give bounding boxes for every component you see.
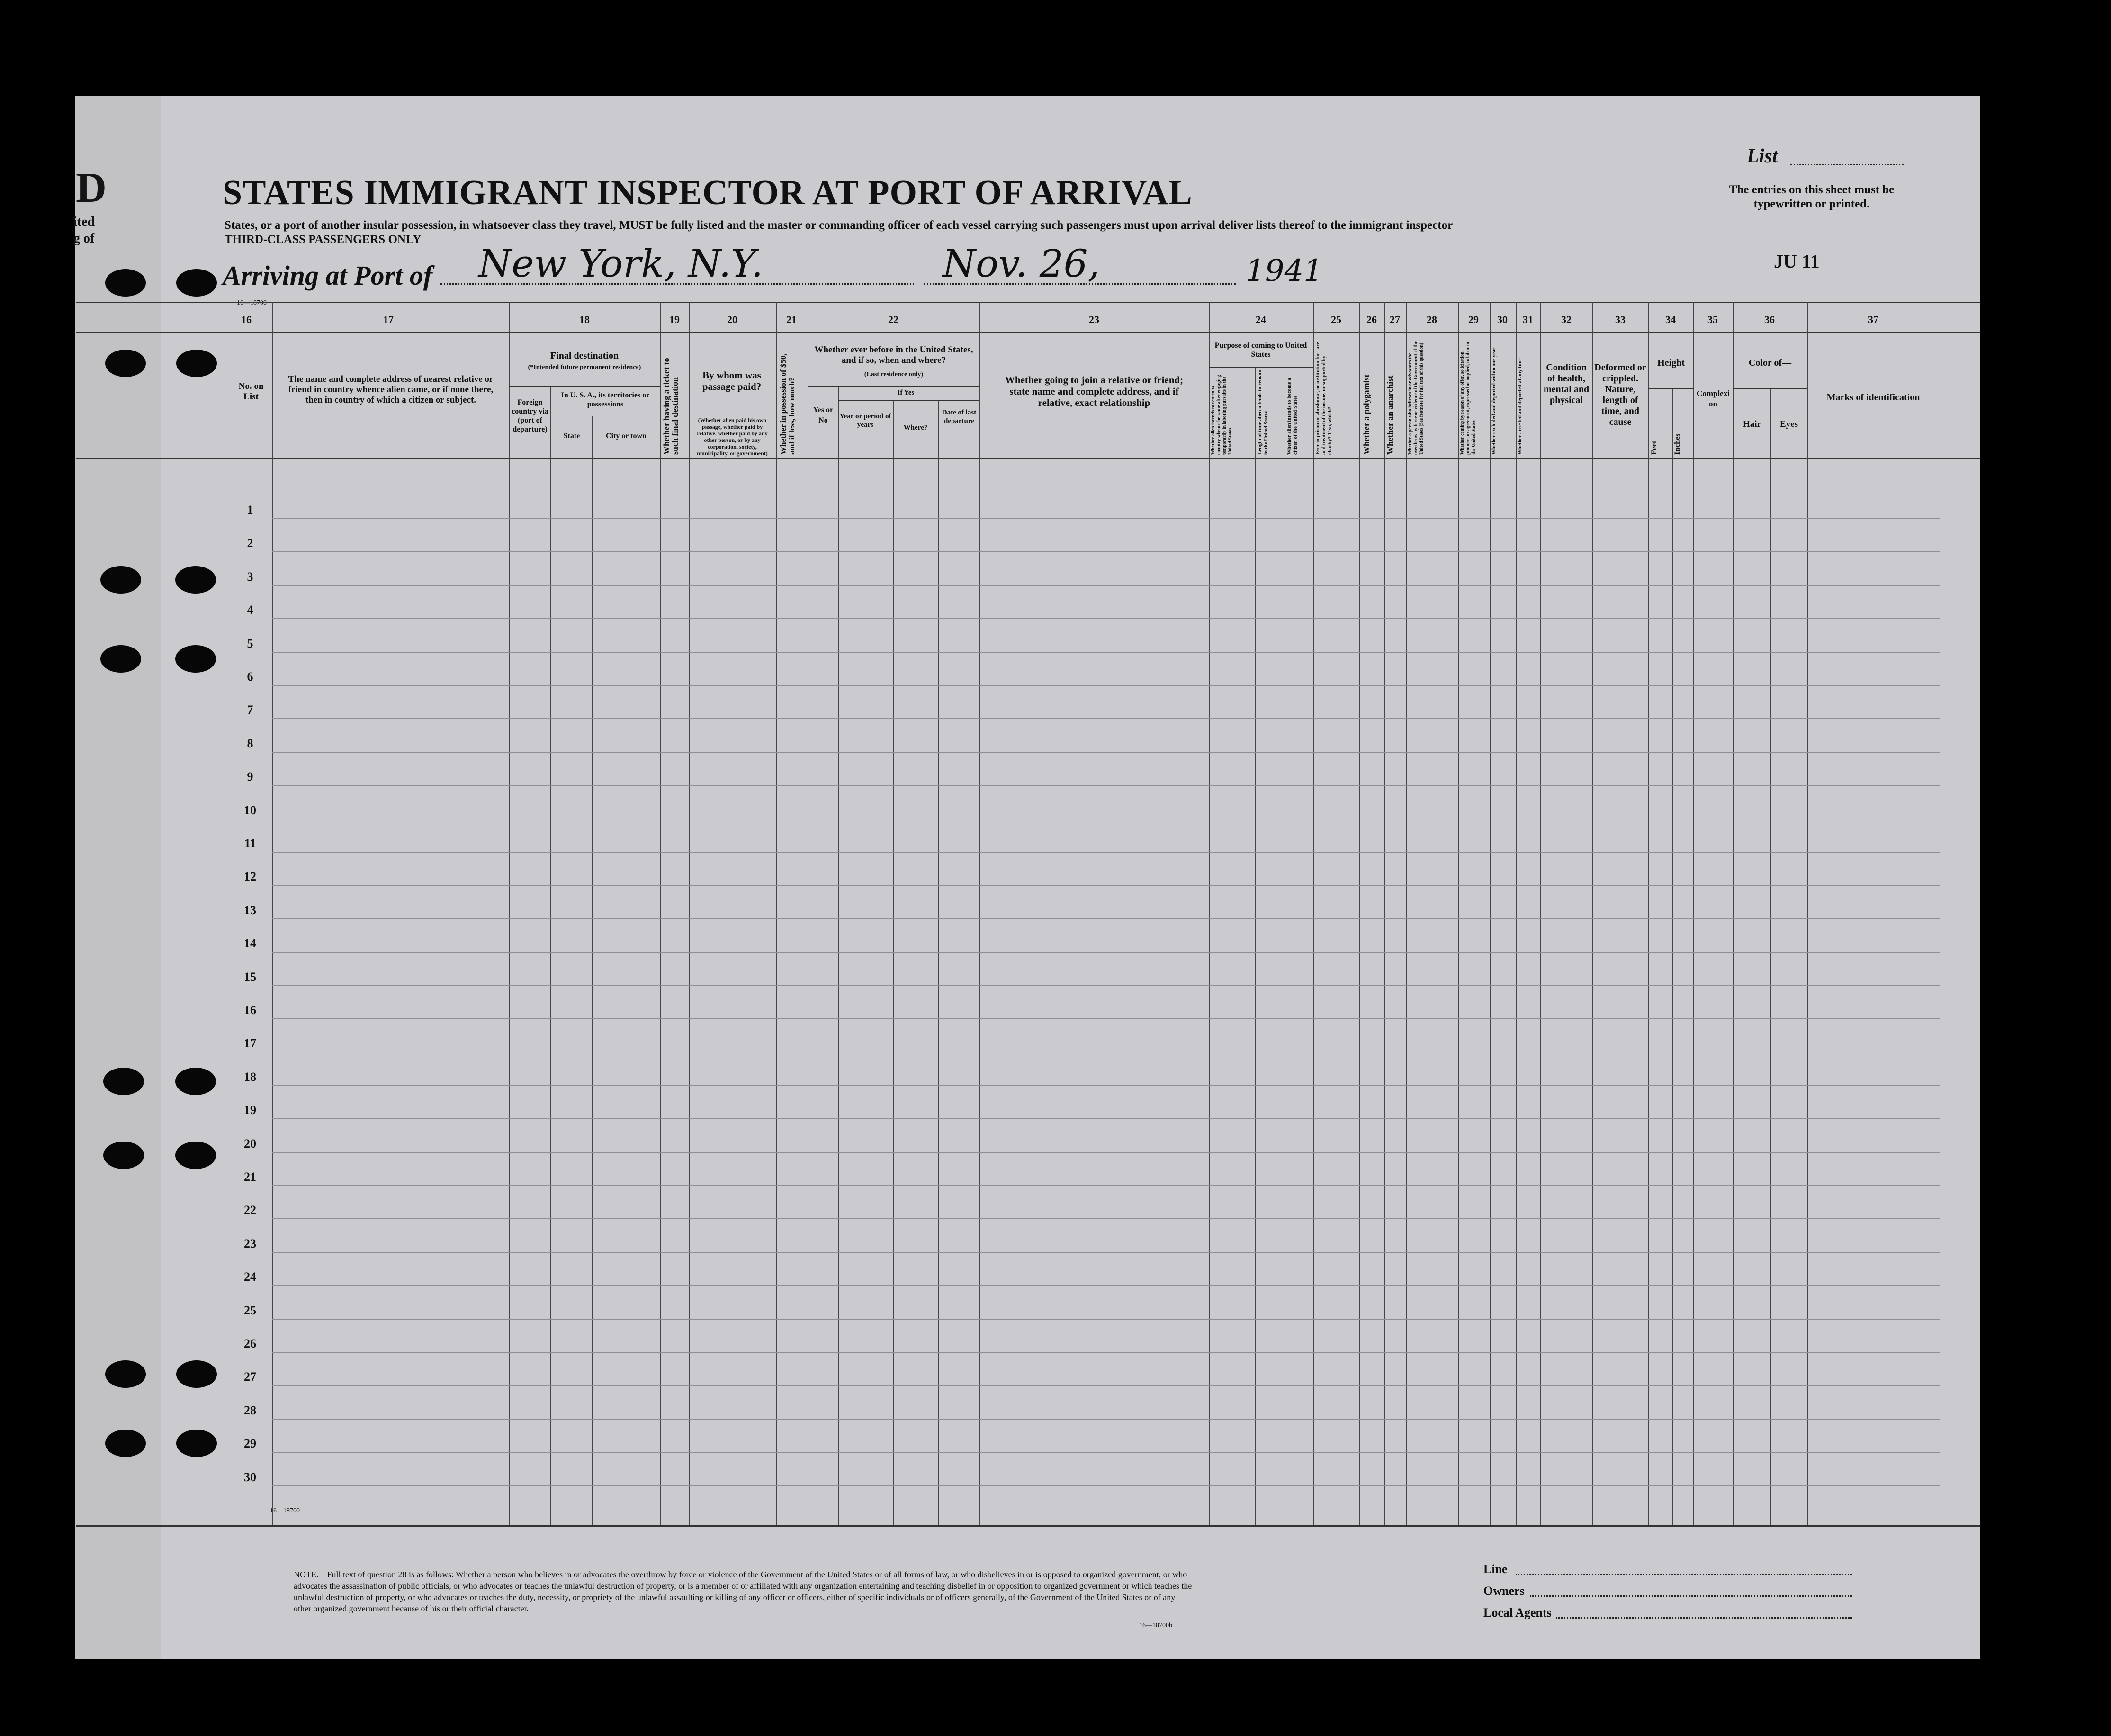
header-purpose-length: Length of time alien intends to remain in the United States bbox=[1257, 369, 1269, 455]
binder-hole bbox=[103, 1068, 144, 1095]
row-rule bbox=[272, 952, 1940, 953]
col-number: 36 bbox=[1764, 314, 1775, 325]
row-rule bbox=[272, 1352, 1940, 1353]
row-number: 1 bbox=[247, 503, 253, 517]
col-line bbox=[1359, 302, 1360, 1525]
col-line bbox=[689, 302, 690, 1525]
row-number: 14 bbox=[244, 936, 256, 951]
row-rule bbox=[272, 785, 1940, 786]
col-line bbox=[893, 400, 894, 1525]
row-number: 20 bbox=[244, 1136, 256, 1151]
binder-hole bbox=[100, 645, 141, 673]
binder-hole bbox=[176, 1360, 217, 1388]
col-line bbox=[1384, 302, 1385, 1525]
question-28-footnote: NOTE.—Full text of question 28 is as follows: Whether a person who believes in or advocates the overthrow by force or violence of the Government of the United States or of all forms of law, or who disbelieves in or is opposed to organized government, or who advocates the assassination of public officials, or who advocates or teaches the unlawful destruction of property, or is a member of or affiliated with any organization entertaining and teaching disbelief in or opposition to organized government or which teaches the unlawful destruction of property, or who advocates or teaches the duty, necessity, or propriety of the unlawful assaulting or killing of any officer or officers, either of specific individuals or of officers generally, of the Government of the United States or of any other organized government because of his or their official character. bbox=[294, 1570, 1192, 1613]
binder-hole bbox=[175, 645, 216, 673]
col-number: 24 bbox=[1256, 314, 1266, 325]
row-rule bbox=[272, 1018, 1940, 1019]
header-city: City or town bbox=[606, 432, 647, 440]
row-number: 19 bbox=[244, 1103, 256, 1117]
header-overthrow: Whether a person who believes in or advocates the overthrow by force or violence of the Government of the United States (See footnote for full text of this question) bbox=[1408, 341, 1424, 455]
header-health: Condition of health, mental and physical bbox=[1543, 362, 1590, 405]
col-number: 17 bbox=[383, 314, 394, 325]
header-complexion: Complexion bbox=[1697, 389, 1730, 408]
row-rule bbox=[272, 1319, 1940, 1320]
arriving-label: Arriving at Port of bbox=[223, 260, 433, 291]
row-rule bbox=[272, 652, 1940, 653]
col-number: 16 bbox=[241, 314, 252, 325]
header-purpose-return: Whether alien intends to return to country whence he came after engaging temporarily in laboring pursuits in the United States bbox=[1211, 375, 1233, 455]
header-passage-paid: By whom was passage paid? bbox=[702, 369, 762, 392]
header-arrested: Whether arrested and deported at any time bbox=[1517, 358, 1523, 455]
binder-hole bbox=[103, 1142, 144, 1169]
col-number: 35 bbox=[1707, 314, 1718, 325]
col-number: 29 bbox=[1468, 314, 1479, 325]
binder-hole bbox=[175, 1142, 216, 1169]
header-purpose: Purpose of coming to United States bbox=[1214, 342, 1307, 359]
typewritten-notice: The entries on this sheet must be typewritten or printed. bbox=[1729, 183, 1895, 210]
header-eyes: Eyes bbox=[1780, 419, 1798, 429]
binder-hole bbox=[105, 269, 146, 297]
row-rule bbox=[272, 1485, 1940, 1486]
row-rule bbox=[272, 518, 1940, 519]
binder-hole bbox=[176, 350, 217, 377]
col-line bbox=[550, 386, 551, 1525]
header-marks: Marks of identification bbox=[1826, 392, 1920, 403]
sub-rule-34 bbox=[1648, 388, 1693, 389]
row-rule bbox=[272, 1252, 1940, 1253]
class-line: THIRD-CLASS PASSENGERS ONLY bbox=[225, 233, 422, 246]
row-number: 9 bbox=[247, 770, 253, 784]
row-rule bbox=[272, 918, 1940, 919]
col-number: 22 bbox=[888, 314, 898, 325]
table-top-rule bbox=[76, 302, 1980, 303]
row-number: 4 bbox=[247, 603, 253, 617]
col-line bbox=[272, 302, 273, 1525]
header-color-of: Color of— bbox=[1748, 358, 1792, 368]
col-line bbox=[1458, 302, 1459, 1525]
col-line bbox=[1540, 302, 1541, 1525]
col-number: 27 bbox=[1390, 314, 1400, 325]
binder-hole bbox=[175, 566, 216, 594]
col-number: 34 bbox=[1665, 314, 1676, 325]
col-number: 33 bbox=[1615, 314, 1626, 325]
binder-hole bbox=[105, 350, 146, 377]
row-number: 7 bbox=[247, 703, 253, 717]
header-yes-no: Yes or No bbox=[813, 406, 834, 424]
row-rule bbox=[272, 985, 1940, 986]
col-line bbox=[1490, 302, 1491, 1525]
edge-text-2: g of bbox=[73, 231, 95, 246]
local-agents-rule bbox=[1556, 1617, 1852, 1619]
binder-hole bbox=[105, 1360, 146, 1388]
row-number: 12 bbox=[244, 870, 256, 884]
col-number: 32 bbox=[1561, 314, 1572, 325]
date-handwriting: Nov. 26, bbox=[943, 242, 1100, 286]
port-handwriting: New York, N.Y. bbox=[478, 242, 764, 286]
col-line bbox=[1672, 388, 1673, 1525]
row-number: 24 bbox=[244, 1270, 256, 1284]
header-anarchist: Whether an anarchist bbox=[1385, 375, 1395, 455]
row-number: 11 bbox=[244, 837, 256, 850]
col-number: 28 bbox=[1427, 314, 1437, 325]
col-number: 37 bbox=[1868, 314, 1878, 325]
header-purpose-citizen: Whether alien intends to become a citizen of the United States bbox=[1286, 378, 1298, 455]
col-number: 25 bbox=[1331, 314, 1341, 325]
header-foreign-country: Foreign country via (port of departure) bbox=[512, 398, 548, 433]
row-number: 28 bbox=[244, 1403, 256, 1417]
col-number: 31 bbox=[1523, 314, 1533, 325]
row-rule bbox=[272, 718, 1940, 719]
row-number: 21 bbox=[244, 1170, 256, 1184]
row-number: 3 bbox=[247, 569, 253, 584]
binder-hole bbox=[176, 1430, 217, 1457]
col-line bbox=[776, 302, 777, 1525]
header-ever-in-us: Whether ever before in the United States, and if so, when and where? bbox=[814, 345, 973, 365]
row-number: 16 bbox=[244, 1003, 256, 1017]
col-line bbox=[1770, 388, 1771, 1525]
line-rule bbox=[1516, 1574, 1852, 1575]
header-labor-offer: Whether coming by reason of any offer, solicitation, promise, or agreement, expressed or implied, to labor in the United States bbox=[1460, 342, 1476, 455]
row-number: 17 bbox=[244, 1036, 256, 1051]
row-rule bbox=[272, 1185, 1940, 1186]
col-line bbox=[509, 302, 510, 1525]
row-number: 15 bbox=[244, 970, 256, 984]
row-number: 6 bbox=[247, 670, 253, 684]
row-rule bbox=[272, 752, 1940, 753]
header-if-yes: If Yes— bbox=[897, 389, 922, 396]
col-line bbox=[1693, 302, 1694, 1525]
col-number: 26 bbox=[1366, 314, 1377, 325]
col-number: 19 bbox=[669, 314, 680, 325]
col-line bbox=[1648, 302, 1649, 1525]
row-number: 18 bbox=[244, 1070, 256, 1084]
header-passage-paid-note: (Whether alien paid his own passage, whether paid by relative, whether paid by any other person, or by any corporation, society, municipality, or government) bbox=[697, 417, 768, 457]
edge-letter: D bbox=[76, 164, 107, 211]
row-number: 8 bbox=[247, 736, 253, 750]
form-number-bottom: 16—18700 bbox=[270, 1507, 300, 1514]
col-number: 18 bbox=[579, 314, 590, 325]
row-number: 13 bbox=[244, 903, 256, 917]
header-deformed: Deformed or crippled. Nature, length of time, and cause bbox=[1594, 362, 1646, 427]
header-join-relative: Whether going to join a relative or friend; state name and complete address, and if relative, exact relationship bbox=[1005, 374, 1184, 408]
col-line bbox=[979, 302, 980, 1525]
header-final-destination: Final destination bbox=[550, 351, 619, 361]
row-rule bbox=[272, 1452, 1940, 1453]
row-rule bbox=[272, 1218, 1940, 1219]
manifest-sheet bbox=[161, 96, 1980, 1659]
row-number: 10 bbox=[244, 803, 256, 817]
year-handwriting: 1941 bbox=[1246, 253, 1323, 288]
row-rule bbox=[272, 585, 1940, 586]
page-title: STATES IMMIGRANT INSPECTOR AT PORT OF ARRIVAL bbox=[223, 173, 1193, 212]
binder-hole bbox=[105, 1430, 146, 1457]
col-number: 20 bbox=[727, 314, 737, 325]
row-rule bbox=[272, 852, 1940, 853]
list-label: List bbox=[1747, 145, 1778, 167]
header-hair: Hair bbox=[1743, 419, 1761, 429]
row-rule bbox=[272, 1085, 1940, 1086]
col-number: 21 bbox=[786, 314, 797, 325]
line-label: Line bbox=[1483, 1562, 1508, 1576]
sub-rule-24 bbox=[1209, 367, 1313, 368]
header-inches: Inches bbox=[1673, 433, 1681, 455]
row-rule bbox=[272, 1385, 1940, 1386]
col-number: 23 bbox=[1089, 314, 1099, 325]
header-height: Height bbox=[1657, 358, 1685, 368]
col-line bbox=[1406, 302, 1407, 1525]
header-where: Where? bbox=[903, 424, 928, 432]
col-line bbox=[838, 386, 839, 1525]
col-line bbox=[1592, 302, 1593, 1525]
sub-rule-22b bbox=[838, 400, 979, 401]
col-line bbox=[1209, 302, 1210, 1525]
row-rule bbox=[272, 1152, 1940, 1153]
owners-rule bbox=[1530, 1595, 1852, 1597]
col-line bbox=[938, 400, 939, 1525]
local-agents-label: Local Agents bbox=[1483, 1606, 1552, 1619]
row-number: 2 bbox=[247, 536, 253, 550]
header-excluded: Whether excluded and deported within one year bbox=[1491, 347, 1497, 455]
col-line bbox=[1733, 302, 1734, 1525]
row-number: 29 bbox=[244, 1437, 256, 1451]
row-number: 22 bbox=[244, 1203, 256, 1217]
row-rule bbox=[272, 685, 1940, 686]
header-bottom-rule bbox=[76, 458, 1980, 459]
header-in-usa: In U. S. A., its territories or possessions bbox=[561, 391, 650, 408]
form-number-top bbox=[237, 299, 267, 307]
row-number: 27 bbox=[244, 1370, 256, 1384]
header-prison: Ever in prison or almshouse, or institution for care and treatment of the insane, or supported by charity? If so, which? bbox=[1315, 342, 1333, 455]
column-number-rule bbox=[76, 332, 1980, 333]
sub-rule-22 bbox=[808, 386, 979, 387]
row-rule bbox=[272, 1285, 1940, 1286]
col-line bbox=[660, 302, 661, 1525]
sub-rule-18 bbox=[509, 386, 660, 387]
header-nearest-relative: The name and complete address of nearest relative or friend in country whence alien came, or if none there, then in country of which a citizen or subject. bbox=[288, 374, 494, 405]
binder-hole bbox=[176, 269, 217, 297]
header-final-destination-note: (*Intended future permanent residence) bbox=[528, 364, 641, 371]
header-period: Year or period of years bbox=[839, 413, 891, 429]
col-line bbox=[592, 416, 593, 1525]
row-rule bbox=[272, 1118, 1940, 1119]
sub-rule-36 bbox=[1733, 388, 1807, 389]
header-fifty-dollars: Whether in possession of $50, and if less, how much? bbox=[779, 353, 796, 455]
header-ever-in-us-note: (Last residence only) bbox=[864, 371, 924, 378]
header-ticket: Whether having a ticket to such final destination bbox=[662, 358, 680, 455]
row-rule bbox=[272, 618, 1940, 619]
row-rule bbox=[272, 885, 1940, 886]
header-no-on-list: No. on List bbox=[238, 381, 264, 402]
binder-hole bbox=[100, 566, 141, 594]
binder-hole bbox=[175, 1068, 216, 1095]
owners-label: Owners bbox=[1483, 1584, 1525, 1598]
header-feet: Feet bbox=[1650, 441, 1658, 455]
header-state: State bbox=[563, 432, 580, 440]
page-subtitle: States, or a port of another insular possession, in whatsoever class they travel, MUST be fully listed and the master or commanding officer of each vessel carrying such passengers must upon arrival deliver lists thereof to the immigrant inspector bbox=[225, 219, 1453, 232]
footer-form-code: 16—18700b bbox=[1139, 1622, 1172, 1629]
edge-text-1: ited bbox=[73, 215, 95, 229]
header-polygamist: Whether a polygamist bbox=[1362, 374, 1371, 455]
row-number: 30 bbox=[244, 1470, 256, 1484]
row-rule bbox=[272, 1419, 1940, 1420]
col-line bbox=[1516, 302, 1517, 1525]
row-number: 5 bbox=[247, 636, 253, 650]
row-number: 25 bbox=[244, 1303, 256, 1317]
col-line bbox=[1807, 302, 1808, 1525]
row-number: 26 bbox=[244, 1337, 256, 1350]
col-number: 30 bbox=[1497, 314, 1508, 325]
list-rule bbox=[1790, 164, 1904, 165]
table-bottom-rule bbox=[76, 1525, 1980, 1527]
header-last-departure: Date of last departure bbox=[942, 409, 977, 425]
sheet-stamp: JU 11 bbox=[1774, 251, 1820, 272]
row-number: 23 bbox=[244, 1236, 256, 1250]
col-line bbox=[1313, 302, 1314, 1525]
row-rule bbox=[272, 551, 1940, 552]
